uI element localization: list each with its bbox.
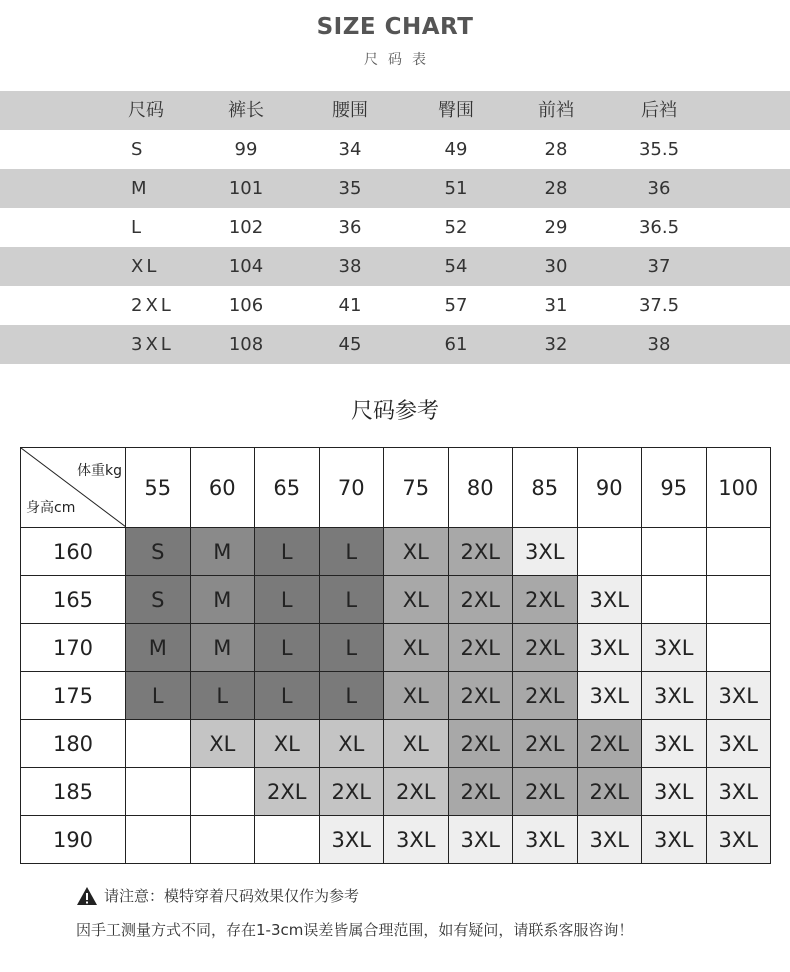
height-value: 160	[21, 528, 126, 576]
weight-header: 95	[642, 448, 707, 528]
weight-label: 体重kg	[77, 463, 122, 479]
size-recommendation-cell: 3XL	[642, 624, 707, 672]
size-recommendation-cell: L	[126, 672, 191, 720]
size-chart-value: 28	[544, 139, 568, 160]
size-recommendation-cell: M	[190, 528, 255, 576]
size-recommendation-cell: 3XL	[706, 816, 771, 864]
reference-row	[21, 624, 771, 672]
reference-header-row	[21, 448, 771, 528]
size-chart-row	[0, 130, 790, 169]
weight-header: 85	[513, 448, 578, 528]
height-value: 170	[21, 624, 126, 672]
size-label: 3XL	[131, 334, 174, 355]
height-value: 175	[21, 672, 126, 720]
size-recommendation-cell	[190, 768, 255, 816]
size-label: 2XL	[131, 295, 174, 316]
size-chart-value: 61	[444, 334, 468, 355]
height-label: 身高cm	[26, 500, 76, 516]
size-recommendation-cell: 2XL	[384, 768, 449, 816]
size-recommendation-cell	[126, 720, 191, 768]
size-label: XL	[131, 256, 160, 277]
size-recommendation-cell: 2XL	[513, 576, 578, 624]
size-chart-value: 38	[338, 256, 362, 277]
size-recommendation-cell	[642, 576, 707, 624]
size-recommendation-cell: 3XL	[642, 816, 707, 864]
size-chart-value: 28	[544, 178, 568, 199]
size-recommendation-cell	[126, 816, 191, 864]
size-recommendation-cell	[706, 624, 771, 672]
size-recommendation-cell: 2XL	[577, 768, 642, 816]
size-recommendation-cell: 3XL	[513, 816, 578, 864]
height-value: 165	[21, 576, 126, 624]
size-chart-value: 37	[647, 256, 671, 277]
size-recommendation-cell: 2XL	[448, 528, 513, 576]
size-recommendation-cell: 2XL	[448, 672, 513, 720]
size-recommendation-cell	[577, 528, 642, 576]
size-recommendation-cell: 2XL	[513, 768, 578, 816]
size-chart-value: 57	[444, 295, 468, 316]
size-recommendation-cell: 2XL	[319, 768, 384, 816]
weight-header: 100	[706, 448, 771, 528]
size-recommendation-cell: 3XL	[577, 576, 642, 624]
size-recommendation-cell: L	[319, 672, 384, 720]
size-chart-column-header: 裤长	[228, 100, 264, 121]
size-recommendation-cell: S	[126, 576, 191, 624]
height-value: 180	[21, 720, 126, 768]
size-chart-value: 36	[338, 217, 362, 238]
size-recommendation-cell: 3XL	[577, 816, 642, 864]
size-recommendation-cell: L	[255, 672, 320, 720]
size-chart-value: 101	[228, 178, 264, 199]
size-chart-value: 31	[544, 295, 568, 316]
size-chart-column-header: 腰围	[332, 100, 368, 121]
size-recommendation-cell: 3XL	[642, 672, 707, 720]
size-recommendation-cell: XL	[384, 720, 449, 768]
size-recommendation-cell: 2XL	[448, 576, 513, 624]
reference-title: 尺码参考	[350, 399, 439, 424]
size-recommendation-cell: 3XL	[706, 720, 771, 768]
size-label: L	[131, 217, 145, 238]
size-chart-value: 99	[234, 139, 258, 160]
size-recommendation-cell: 2XL	[513, 624, 578, 672]
size-chart-column-header: 后裆	[641, 100, 677, 121]
size-recommendation-cell: 3XL	[513, 528, 578, 576]
size-recommendation-cell: S	[126, 528, 191, 576]
size-chart-value: 49	[444, 139, 468, 160]
size-recommendation-cell: 3XL	[384, 816, 449, 864]
size-recommendation-cell	[706, 576, 771, 624]
size-chart-value: 35.5	[638, 139, 680, 160]
size-recommendation-cell	[642, 528, 707, 576]
size-recommendation-cell	[706, 528, 771, 576]
reference-row	[21, 672, 771, 720]
size-recommendation-cell: XL	[384, 528, 449, 576]
weight-header: 60	[190, 448, 255, 528]
size-recommendation-cell: 3XL	[577, 624, 642, 672]
weight-header: 75	[384, 448, 449, 528]
note-line-1: 请注意：模特穿着尺码效果仅作为参考	[104, 887, 360, 905]
size-recommendation-cell: L	[255, 528, 320, 576]
size-chart-row	[0, 208, 790, 247]
size-chart-column-header: 尺码	[128, 100, 164, 121]
size-label: M	[131, 178, 150, 199]
weight-header: 80	[448, 448, 513, 528]
size-chart-value: 36	[647, 178, 671, 199]
size-recommendation-cell: L	[319, 528, 384, 576]
size-recommendation-cell: 3XL	[706, 768, 771, 816]
size-chart-value: 32	[544, 334, 568, 355]
size-recommendation-cell: L	[255, 576, 320, 624]
weight-header: 90	[577, 448, 642, 528]
size-recommendation-cell: 2XL	[577, 720, 642, 768]
warning-icon	[76, 886, 98, 906]
size-recommendation-cell: 2XL	[448, 720, 513, 768]
size-recommendation-cell: XL	[319, 720, 384, 768]
size-recommendation-cell: 3XL	[642, 768, 707, 816]
size-chart-value: 34	[338, 139, 362, 160]
size-recommendation-cell: 3XL	[448, 816, 513, 864]
size-recommendation-cell: XL	[384, 624, 449, 672]
size-chart-column-header: 臀围	[438, 100, 474, 121]
size-recommendation-cell: 3XL	[319, 816, 384, 864]
size-chart-value: 35	[338, 178, 362, 199]
note-model	[76, 885, 359, 906]
size-recommendation-cell	[190, 816, 255, 864]
corner-cell	[21, 448, 126, 528]
size-chart-value: 30	[544, 256, 568, 277]
reference-row	[21, 720, 771, 768]
size-chart-header-row	[0, 91, 790, 130]
size-recommendation-cell: L	[255, 624, 320, 672]
height-value: 185	[21, 768, 126, 816]
size-chart-value: 45	[338, 334, 362, 355]
size-reference-table	[20, 447, 771, 864]
size-recommendation-cell: L	[190, 672, 255, 720]
size-chart-value: 51	[444, 178, 468, 199]
size-recommendation-cell: XL	[190, 720, 255, 768]
size-recommendation-cell: XL	[384, 576, 449, 624]
size-recommendation-cell: XL	[384, 672, 449, 720]
size-chart-value: 54	[444, 256, 468, 277]
size-chart-column-header: 前裆	[538, 100, 574, 121]
title-cn: 尺码表	[364, 52, 436, 68]
size-recommendation-cell: 3XL	[577, 672, 642, 720]
title-en: SIZE CHART	[316, 14, 474, 40]
size-chart-row	[0, 247, 790, 286]
size-recommendation-cell: M	[190, 624, 255, 672]
size-chart-value: 104	[228, 256, 264, 277]
reference-row	[21, 576, 771, 624]
size-recommendation-cell: 2XL	[513, 720, 578, 768]
size-recommendation-cell: 3XL	[706, 672, 771, 720]
size-chart-row	[0, 325, 790, 364]
size-chart-value: 37.5	[638, 295, 680, 316]
weight-header: 70	[319, 448, 384, 528]
note-line-2: 因手工测量方式不同，存在1-3cm误差皆属合理范围，如有疑问，请联系客服咨询！	[76, 921, 634, 939]
weight-header: 55	[126, 448, 191, 528]
size-chart-value: 52	[444, 217, 468, 238]
size-recommendation-cell: 2XL	[448, 624, 513, 672]
size-recommendation-cell: L	[319, 576, 384, 624]
weight-header: 65	[255, 448, 320, 528]
size-chart-value: 108	[228, 334, 264, 355]
size-recommendation-cell: 2XL	[448, 768, 513, 816]
size-recommendation-cell: 2XL	[513, 672, 578, 720]
height-value: 190	[21, 816, 126, 864]
reference-row	[21, 816, 771, 864]
size-recommendation-cell	[255, 816, 320, 864]
reference-row	[21, 528, 771, 576]
size-chart-value: 41	[338, 295, 362, 316]
size-chart-row	[0, 169, 790, 208]
size-chart-value: 106	[228, 295, 264, 316]
size-chart-value: 38	[647, 334, 671, 355]
size-label: S	[131, 139, 146, 160]
size-chart-row	[0, 286, 790, 325]
size-recommendation-cell: L	[319, 624, 384, 672]
reference-row	[21, 768, 771, 816]
size-chart-value: 29	[544, 217, 568, 238]
size-recommendation-cell: M	[126, 624, 191, 672]
size-recommendation-cell: 2XL	[255, 768, 320, 816]
size-recommendation-cell: XL	[255, 720, 320, 768]
size-chart-value: 36.5	[638, 217, 680, 238]
size-chart-value: 102	[228, 217, 264, 238]
size-recommendation-cell: 3XL	[642, 720, 707, 768]
size-recommendation-cell	[126, 768, 191, 816]
size-recommendation-cell: M	[190, 576, 255, 624]
